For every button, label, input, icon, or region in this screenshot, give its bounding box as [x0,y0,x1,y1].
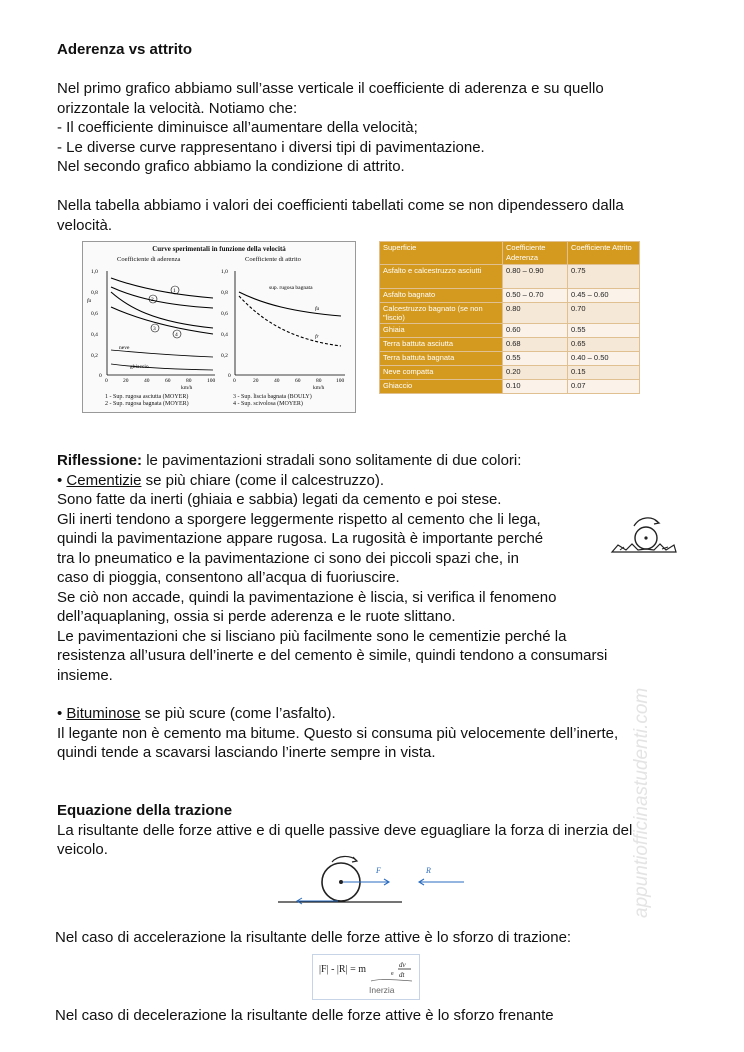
table-row [380,324,640,338]
intro-line: Nel primo grafico abbiamo sull’asse verticale il coefficiente di aderenza e su quello [57,80,604,97]
left-x-tick: 60 [165,378,171,384]
curves-svg [83,242,355,412]
paragraph-line: resistenza all’usura dell’inerte e del cemento è simile, quindi tendono a consumarsi [57,647,608,664]
watermark-text: appuntiofficinastudenti.com [631,687,652,918]
left-y-tick: 0,6 [91,311,98,317]
right-y-tick: 0,6 [221,311,228,317]
force-r-label: R [426,866,431,875]
legend-entry: 1 - Sup. rugosa asciutta (MOYER) [105,394,189,400]
legend-entry: 2 - Sup. rugosa bagnata (MOYER) [105,401,189,407]
intro-line: - Il coefficiente diminuisce all’aumentare della velocità; [57,119,418,136]
header-adherence: Coefficiente Aderenza [503,242,568,265]
bullet-marker: • [57,705,67,722]
right-x-tick: 0 [233,378,236,384]
bullet-marker: • [57,471,67,489]
reflection-title-rest: le pavimentazioni stradali sono solitamente di due colori: [142,452,522,469]
figure-title: Curve sperimentali in funzione della velocità [152,245,286,253]
curve-ice [111,364,213,370]
cell-adherence: 0.55 [503,352,568,366]
cell-friction: 0.55 [568,324,640,338]
cementizie-paragraph [57,490,607,685]
traction-formula [312,954,420,1000]
intro-line: - Le diverse curve rappresentano i diversi tipi di pavimentazione. [57,138,485,156]
term-bituminose: Bituminose [66,705,141,722]
right-y-tick: 0,4 [221,332,228,338]
table-intro-line: Nella tabella abbiamo i valori dei coefficienti tabellati come se non dipendessero dalla [57,197,624,214]
right-x-tick: 60 [295,378,301,384]
cell-surface: Ghiaia [380,324,503,338]
annotation-rough-wet: sup. rugosa bagnata [269,285,313,291]
table-row [380,352,640,366]
left-x-tick: 80 [186,378,192,384]
right-y-tick: 1,0 [221,269,228,275]
curve-2 [111,287,213,308]
paragraph-line: quindi tende a scavarsi lasciando l’inerte sempre in vista. [57,744,436,761]
cell-surface: Asfalto e calcestruzzo asciutti [380,265,503,289]
table-intro [57,196,624,235]
left-y-tick: 0 [99,373,102,379]
cell-adherence: 0.80 – 0.90 [503,265,568,289]
left-y-tick: 0,4 [91,332,98,338]
cell-friction: 0.65 [568,338,640,352]
cell-surface: Neve compatta [380,366,503,380]
watermark [630,560,652,920]
left-x-tick: 100 [207,378,216,384]
curve-4 [111,307,213,334]
table-row [380,265,640,289]
velocity-curves-figure [82,241,356,413]
legend-entry: 4 - Sup. scivolosa (MOYER) [233,401,303,407]
left-ylabel: fa [87,298,92,304]
left-y-tick: 0,2 [91,353,98,359]
wheel-rough-surface-sketch [606,512,678,558]
right-x-tick: 20 [253,378,259,384]
wheel-forces-sketch [276,852,472,908]
cell-adherence: 0.10 [503,380,568,394]
curve-label: 1 [173,288,176,294]
right-x-tick: 100 [336,378,345,384]
right-y-tick: 0,2 [221,353,228,359]
legend-right [233,394,312,408]
cell-friction: 0.75 [568,265,640,289]
table-row [380,366,640,380]
header-friction: Coefficiente Attrito [568,242,640,265]
cell-surface: Calcestruzzo bagnato (se non "liscio) [380,303,503,324]
legend-left [105,394,189,408]
reflection-heading [57,451,521,471]
cell-friction: 0.15 [568,366,640,380]
intro-line: Nel secondo grafico abbiamo la condizione di attrito. [57,158,405,175]
coefficients-table [379,241,640,394]
force-f-label: F [376,866,381,875]
intro-paragraph [57,79,604,177]
cell-friction: 0.70 [568,303,640,324]
paragraph-line: Il legante non è cemento ma bitume. Questo si consuma più velocemente dell’inerte, [57,724,619,742]
cell-adherence: 0.50 – 0.70 [503,289,568,303]
left-y-tick: 1,0 [91,269,98,275]
paragraph-line: dell’aquaplaning, ossia si perde aderenza e le ruote slittano. [57,608,456,625]
left-x-unit: km/h [181,385,193,391]
curve-fa [239,292,341,316]
table-row [380,380,640,394]
formula-svg [313,955,419,999]
paragraph-line: Sono fatte da inerti (ghiaia e sabbia) legati da cemento e poi stese. [57,491,502,508]
section-title-traction: Equazione della trazione [57,802,233,819]
table-row [380,289,640,303]
formula-denominator: dt [399,971,405,979]
intro-line: orizzontale la velocità. Notiamo che: [57,99,298,117]
curve-3 [111,292,213,328]
cell-surface: Asfalto bagnato [380,289,503,303]
left-x-tick: 0 [105,378,108,384]
left-x-tick: 20 [123,378,129,384]
paragraph-line: Gli inerti tendono a sporgere leggermente rispetto al cemento che li lega, [57,510,541,528]
right-subtitle: Coefficiente di attrito [245,256,301,263]
cell-adherence: 0.60 [503,324,568,338]
bituminose-paragraph [57,724,618,763]
right-x-unit: km/h [313,385,325,391]
annotation-fr: fr [315,334,319,340]
curve-label: 3 [153,326,156,332]
left-y-tick: 0,8 [91,290,98,296]
table-header-row [380,242,640,265]
acceleration-sentence: Nel caso di accelerazione la risultante delle forze attive è lo sforzo di trazione: [55,929,572,946]
cell-adherence: 0.20 [503,366,568,380]
curve-label: 4 [175,332,178,338]
left-subtitle: Coefficiente di aderenza [117,256,181,263]
bullet-bituminose [57,704,336,724]
paragraph-line: Se ciò non accade, quindi la pavimentazione è liscia, si verifica il fenomeno [57,588,557,606]
paragraph-line: quindi la pavimentazione appare rugosa. La rugosità è importante perché [57,530,544,547]
formula-lhs: |F| - |R| = m [319,964,366,975]
table-row [380,338,640,352]
paragraph-line: La risultante delle forze attive e di quelle passive deve eguagliare la forza di inerzia del [57,821,633,839]
reflection-title: Riflessione: [57,452,143,469]
right-y-tick: 0,8 [221,290,228,296]
paragraph-line: caso di pioggia, consentono all’acqua di fuoriuscire. [57,569,400,586]
bullet-text: se più scure (come l’asfalto). [140,705,336,722]
cell-adherence: 0.80 [503,303,568,324]
formula-note: Inerzia [369,985,395,995]
bullet-cementizie [57,471,384,491]
cell-surface: Terra battuta asciutta [380,338,503,352]
left-x-tick: 40 [144,378,150,384]
bullet-text: se più chiare (come il calcestruzzo). [141,471,385,489]
right-x-tick: 80 [316,378,322,384]
right-y-tick: 0 [228,373,231,379]
paragraph-line: Le pavimentazioni che si lisciano più facilmente sono le cementizie perché la [57,627,567,645]
formula-numerator: dv [399,961,406,969]
header-surface: Superficie [380,242,503,265]
section-title-aderenza: Aderenza vs attrito [57,41,193,58]
formula-subscript: e [391,971,394,977]
paragraph-line: tra lo pneumatico e la pavimentazione ci sono dei piccoli spazi che, in [57,549,519,567]
cell-friction: 0.07 [568,380,640,394]
cell-adherence: 0.68 [503,338,568,352]
annotation-fa: fa [315,306,320,312]
cell-friction: 0.45 – 0.60 [568,289,640,303]
curve-label: 2 [151,297,154,303]
annotation-ice: ghiaccio [130,364,149,370]
table-row [380,303,640,324]
right-x-tick: 40 [274,378,280,384]
term-cementizie: Cementizie [66,471,142,489]
legend-entry: 3 - Sup. liscia bagnata (BOULY) [233,394,312,400]
annotation-snow: neve [119,345,130,351]
table-intro-line: velocità. [57,216,113,234]
paragraph-line: insieme. [57,666,113,684]
paragraph-line: veicolo. [57,841,108,858]
cell-surface: Terra battuta bagnata [380,352,503,366]
curve-1 [111,278,213,298]
cell-surface: Ghiaccio [380,380,503,394]
cell-friction: 0.40 – 0.50 [568,352,640,366]
curve-snow [111,350,213,357]
deceleration-sentence: Nel caso di decelerazione la risultante delle forze attive è lo sforzo frenante [55,1007,554,1024]
curve-fr [239,296,341,346]
